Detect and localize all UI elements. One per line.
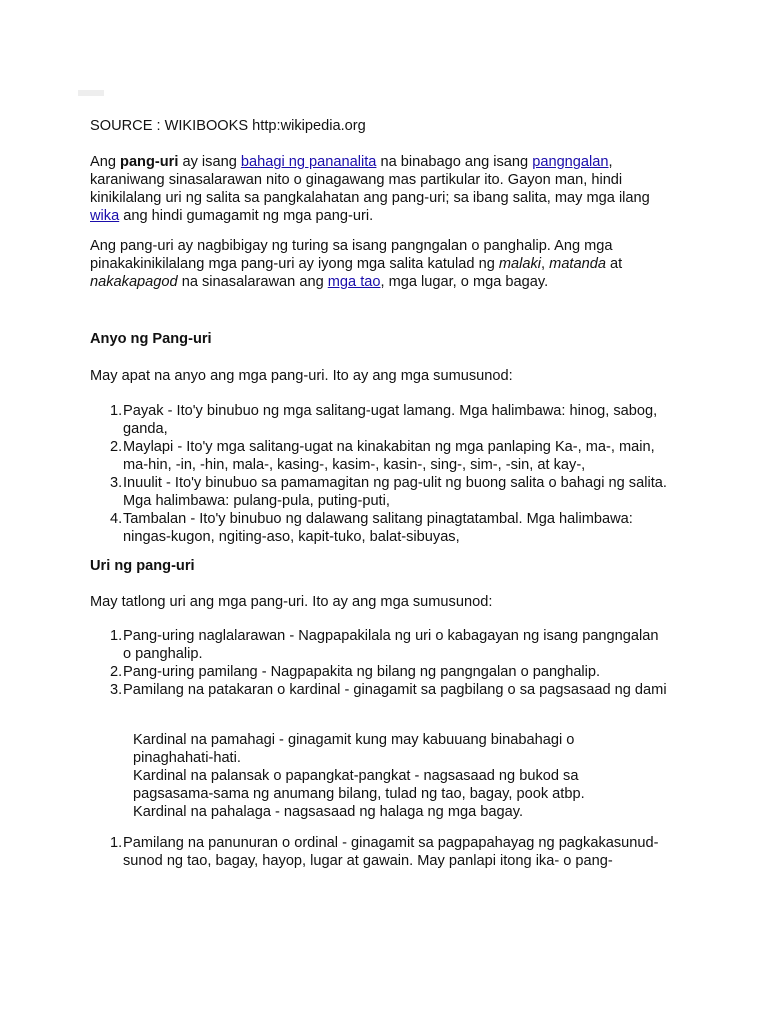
list-text: Pang-uring pamilang - Nagpapakita ng bilang ng pangngalan o panghalip.: [123, 664, 601, 680]
list-item: [90, 834, 668, 870]
list-item: [90, 510, 668, 546]
list-text: Tambalan - Ito'y binubuo ng dalawang salitang pinagtatambal. Mga halimbawa: ningas-kugon, ngiting-aso, kapit-tuko, balat-sibuyas,: [123, 511, 633, 545]
link-mga-tao[interactable]: mga tao: [327, 274, 381, 290]
list-item: [90, 474, 668, 510]
list-number: 4.: [110, 511, 123, 527]
link-bahagi-ng-pananalita[interactable]: bahagi ng pananalita: [240, 154, 377, 170]
list-number: 2.: [110, 439, 123, 455]
intro-uri: May tatlong uri ang mga pang-uri. Ito ay ang mga sumusunod:: [90, 594, 493, 610]
link-pangngalan[interactable]: pangngalan: [532, 154, 609, 170]
example-italic: malaki: [498, 256, 542, 272]
kardinal-pahalaga: Kardinal na pahalaga - nagsasaad ng halaga ng mga bagay.: [133, 804, 524, 820]
source-line: SOURCE : WIKIBOOKS http:wikipedia.org: [90, 118, 366, 134]
term-bold: pang-uri: [120, 154, 179, 170]
kardinal-palansak: Kardinal na palansak o papangkat-pangkat - nagsasaad ng bukod sa pagsasama-sama ng anumang bilang, tulad ng tao, bagay, pook atbp.: [133, 768, 585, 802]
list-number: 3.: [110, 682, 123, 698]
list-text: Pamilang na panunuran o ordinal - ginagamit sa pagpapahayag ng pagkakasunud-sunod ng tao, bagay, hayop, lugar at gawain. May panlapi itong ika- o pang-: [123, 835, 659, 869]
list-text: Pamilang na patakaran o kardinal - ginagamit sa pagbilang o sa pagsasaad ng dami: [123, 682, 667, 698]
list-number: 2.: [110, 664, 123, 680]
list-item: [90, 627, 668, 663]
kardinal-block: [133, 731, 653, 821]
list-uri: [90, 627, 668, 699]
link-wika[interactable]: wika: [90, 208, 120, 224]
intro-anyo: May apat na anyo ang mga pang-uri. Ito ay ang mga sumusunod:: [90, 368, 513, 384]
list-text: Inuulit - Ito'y binubuo sa pamamagitan ng pag-ulit ng buong salita o bahagi ng salita. Mga halimbawa: pulang-pula, puting-puti,: [123, 475, 667, 509]
scan-mark: [78, 90, 104, 96]
list-number: 1.: [110, 628, 123, 644]
example-italic: nakakapagod: [90, 274, 178, 290]
heading-uri: Uri ng pang-uri: [90, 558, 195, 574]
list-text: Pang-uring naglalarawan - Nagpapakilala ng uri o kabagayan ng isang pangngalan o panghalip.: [123, 628, 659, 662]
second-paragraph: [90, 237, 650, 291]
heading-anyo: Anyo ng Pang-uri: [90, 331, 212, 347]
example-italic: matanda: [549, 256, 606, 272]
text: ,: [541, 256, 550, 272]
text: Ang pang-uri ay nagbibigay ng turing sa isang pangngalan o panghalip. Ang mga pinakakinikilalang mga pang-uri ay iyong mga salita katulad ng: [90, 238, 613, 272]
list-item: [90, 663, 668, 681]
text: ay isang: [178, 154, 241, 170]
text: ang hindi gumagamit ng mga pang-uri.: [119, 208, 374, 224]
text: at: [605, 256, 623, 272]
list-item: [90, 402, 668, 438]
list-text: Payak - Ito'y binubuo ng mga salitang-ugat lamang. Mga halimbawa: hinog, sabog, ganda,: [123, 403, 658, 437]
list-number: 1.: [110, 403, 123, 419]
list-item: [90, 681, 668, 699]
list-text: Maylapi - Ito'y mga salitang-ugat na kinakabitan ng mga panlaping Ka-, ma-, main, ma-hin, -in, -hin, mala-, kasing-, kasim-, kasin-, sing-, sim-, -sin, at kay-,: [123, 439, 655, 473]
list-number: 1.: [110, 835, 123, 851]
list-ordinal: [90, 834, 668, 870]
kardinal-pamahagi: Kardinal na pamahagi - ginagamit kung may kabuuang binabahagi o pinaghahati-hati.: [133, 732, 575, 766]
text: , karaniwang sinasalarawan nito o ginagawang mas partikular ito. Gayon man, hindi kinikilalang uri ng salita sa pangkalahatan ang pang-uri; sa ibang salita, may mga ilang: [90, 154, 650, 206]
list-anyo: [90, 402, 668, 546]
text: na binabago ang isang: [376, 154, 533, 170]
text: na sinasalarawan ang: [177, 274, 328, 290]
text: , mga lugar, o mga bagay.: [380, 274, 549, 290]
list-item: [90, 438, 668, 474]
text: Ang: [90, 154, 121, 170]
list-number: 3.: [110, 475, 123, 491]
intro-paragraph: [90, 153, 650, 225]
